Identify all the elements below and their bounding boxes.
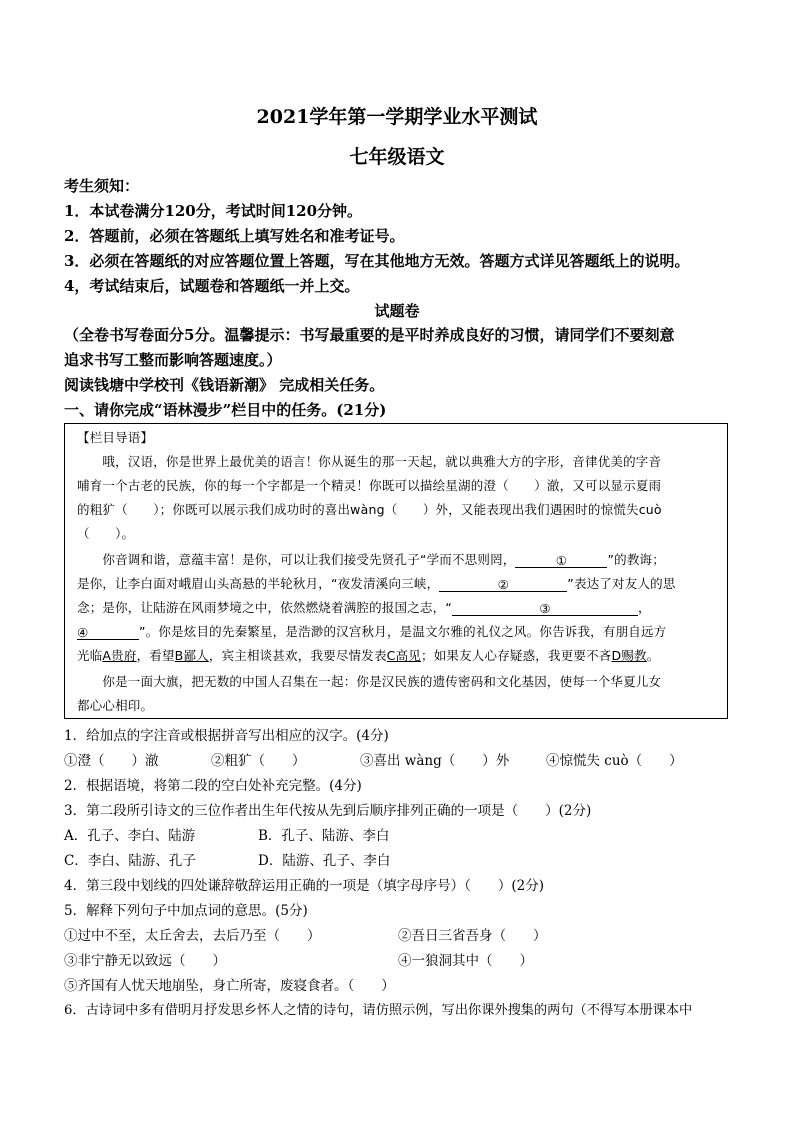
notice-item-2: 2．答题前，必须在答题纸上填写姓名和准考证号。 [64, 227, 405, 245]
reminder-line-2: 追求书写工整而影响答题速度。） [64, 351, 282, 369]
notice-item-3: 3．必须在答题纸的对应答题位置上答题，写在其他地方无效。答题方式详见答题纸上的说明。 [64, 252, 690, 270]
q3-option-a: A．孔子、李白、陆游 [64, 828, 196, 844]
section-1-heading: 一、请你完成“语林漫步”栏目中的任务。(21分) [64, 401, 387, 419]
underlined-term-b: B鄙人 [174, 648, 209, 663]
question-5: 5．解释下列句子中加点词的意思。(5分) [64, 903, 308, 919]
q5-item-3: ③非宁静无以致远（ ） [64, 953, 226, 969]
passage-line: 的粗犷（ ）；你既可以展示我们成功时的喜出wàng（ ）外，又能表现出我们遇困时的惊慌失cuò [77, 502, 662, 517]
exam-title: 2021学年第一学期学业水平测试 [256, 106, 538, 128]
q5-item-5: ⑤齐国有人忧天地崩坠，身亡所寄，废寝食者。（ ） [64, 978, 395, 994]
reading-intro: 阅读钱塘中学校刊《钱语新潮》 完成相关任务。 [64, 376, 385, 394]
passage-line: 你音调和谐，意蕴丰富！是你，可以让我们接受先贤孔子“学而不思则罔， ① ”的教诲； [77, 552, 665, 568]
underlined-term-d: D赐教 [611, 648, 647, 663]
q5-item-1: ①过中不至，太丘舍去，去后乃至（ ） [64, 928, 321, 944]
notice-heading: 考生须知： [64, 177, 140, 195]
fill-blank-3[interactable]: ③ [452, 601, 638, 616]
q3-option-d: D．陆游、孔子、李白 [258, 853, 391, 869]
underlined-term-c: C高见 [386, 648, 421, 663]
q5-item-4: ④一狼洞其中（ ） [398, 953, 533, 969]
passage-line: 都心心相印。 [77, 698, 154, 713]
passage-box [64, 423, 728, 719]
question-4: 4．第三段中划线的四处谦辞敬辞运用正确的一项是（填字母序号）（ ）(2分) [64, 878, 544, 894]
question-1: 1．给加点的字注音或根据拼音写出相应的汉字。(4分) [64, 728, 389, 744]
passage-tag: 【栏目导语】 [77, 430, 154, 445]
q3-option-b: B．孔子、陆游、李白 [258, 828, 390, 844]
q1-option-2: ②粗犷（ ） [211, 753, 306, 769]
paper-label: 试题卷 [374, 302, 420, 320]
question-2: 2．根据语境，将第二段的空白处补充完整。(4分) [64, 778, 362, 794]
fill-blank-2[interactable]: ② [439, 577, 567, 592]
q5-item-2: ②吾日三省吾身（ ） [398, 928, 547, 944]
notice-item-4: 4，考试结束后，试题卷和答题纸一并上交。 [64, 277, 360, 295]
q1-option-1: ①澄（ ）澈 [64, 753, 159, 769]
passage-line: 光临A贵府，看望B鄙人，宾主相谈甚欢，我要尽情发表C高见；如果友人心存疑惑，我更要不吝D赐教。 [77, 648, 660, 663]
passage-line: 你是一面大旗，把无数的中国人召集在一起：你是汉民族的遗传密码和文化基因，使每一个华夏儿女 [77, 674, 662, 689]
fill-blank-1[interactable]: ① [515, 553, 607, 568]
exam-subtitle: 七年级语文 [349, 146, 445, 168]
question-6: 6．古诗词中多有借明月抒发思乡怀人之情的诗句，请仿照示例，写出你课外搜集的两句（不得写本册课本中 [64, 1003, 693, 1018]
reminder-line-1: （全卷书写卷面分5分。温馨提示：书写最重要的是平时养成良好的习惯，请同学们不要刻意 [64, 326, 675, 344]
passage-line: （ ）。 [77, 526, 135, 541]
underlined-term-a: A贵府 [102, 648, 137, 663]
passage-line: 念；是你，让陆游在风雨梦境之中，依然燃烧着满腔的报国之志，“ ③ ， [77, 600, 651, 616]
q1-option-3: ③喜出 wàng（ ）外 [360, 753, 510, 769]
q1-option-4: ④惊慌失 cuò（ ） [546, 753, 683, 769]
passage-line: 哺育一个古老的民族，你的每一个字都是一个精灵！你既可以描绘星湖的澄（ ）澈，又可以显示夏雨 [77, 478, 662, 493]
notice-item-1: 1．本试卷满分120分，考试时间120分钟。 [64, 202, 363, 220]
passage-line: ④ ”。你是炫目的先秦繁星，是浩渺的汉宫秋月，是温文尔雅的礼仪之风。你告诉我，有朋自远方 [77, 624, 667, 640]
passage-line: 哦，汉语，你是世界上最优美的语言！你从诞生的那一天起，就以典雅大方的字形，音律优美的字音 [77, 454, 662, 469]
q3-option-c: C．李白、陆游、孔子 [64, 853, 196, 869]
question-3: 3．第二段所引诗文的三位作者出生年代按从先到后顺序排列正确的一项是（ ）(2分) [64, 803, 592, 819]
passage-line: 是你，让李白面对峨眉山头高悬的半轮秋月，“夜发清溪向三峡， ② ”表达了对友人的思 [77, 576, 676, 592]
fill-blank-4[interactable]: ④ [77, 625, 139, 640]
